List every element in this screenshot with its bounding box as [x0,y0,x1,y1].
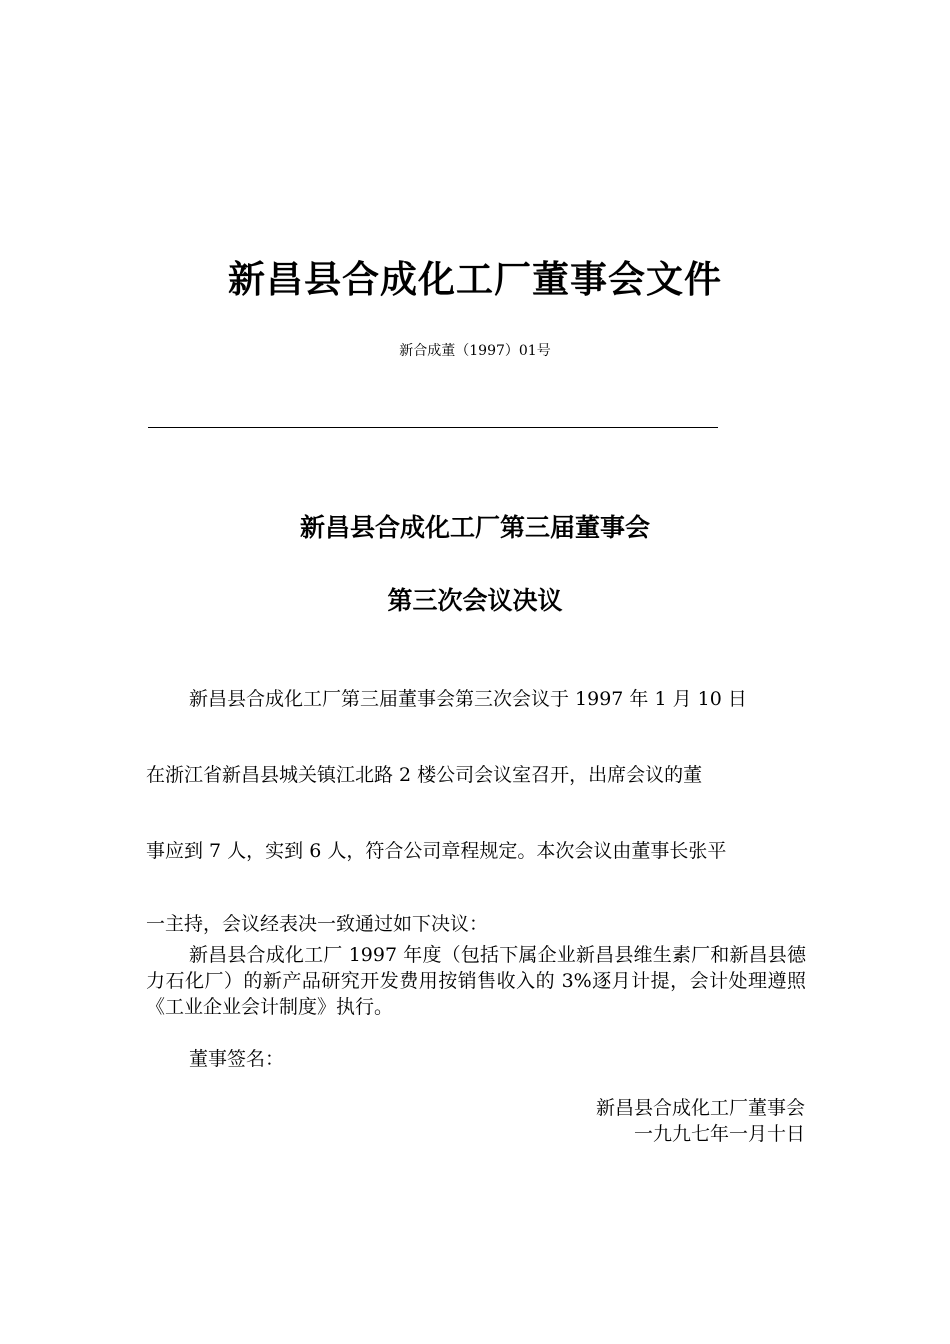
header-divider [148,427,718,428]
resolution-paragraph: 新昌县合成化工厂 1997 年度（包括下属企业新昌县维生素厂和新昌县德力石化厂）的新产品研究开发费用按销售收入的 3%逐月计提，会计处理遵照《工业企业会计制度》执行。 [146,944,806,1018]
body-line-1: 新昌县合成化工厂第三届董事会第三次会议于 1997 年 1 月 10 日 [189,688,747,710]
document-title: 新昌县合成化工厂董事会文件 [228,257,722,301]
document-number: 新合成董（1997）01号 [399,343,551,359]
resolution-heading-line-1: 新昌县合成化工厂第三届董事会 [299,513,650,542]
body-line-3: 事应到 7 人，实到 6 人，符合公司章程规定。本次会议由董事长张平 [146,840,727,862]
signature-label: 董事签名： [189,1048,285,1070]
issuing-organization: 新昌县合成化工厂董事会 [595,1097,805,1119]
resolution-heading-line-2: 第三次会议决议 [387,586,563,615]
body-line-2: 在浙江省新昌县城关镇江北路 2 楼公司会议室召开，出席会议的董 [146,764,703,786]
issue-date: 一九九七年一月十日 [633,1123,805,1145]
body-line-4: 一主持，会议经表决一致通过如下决议： [146,913,489,935]
